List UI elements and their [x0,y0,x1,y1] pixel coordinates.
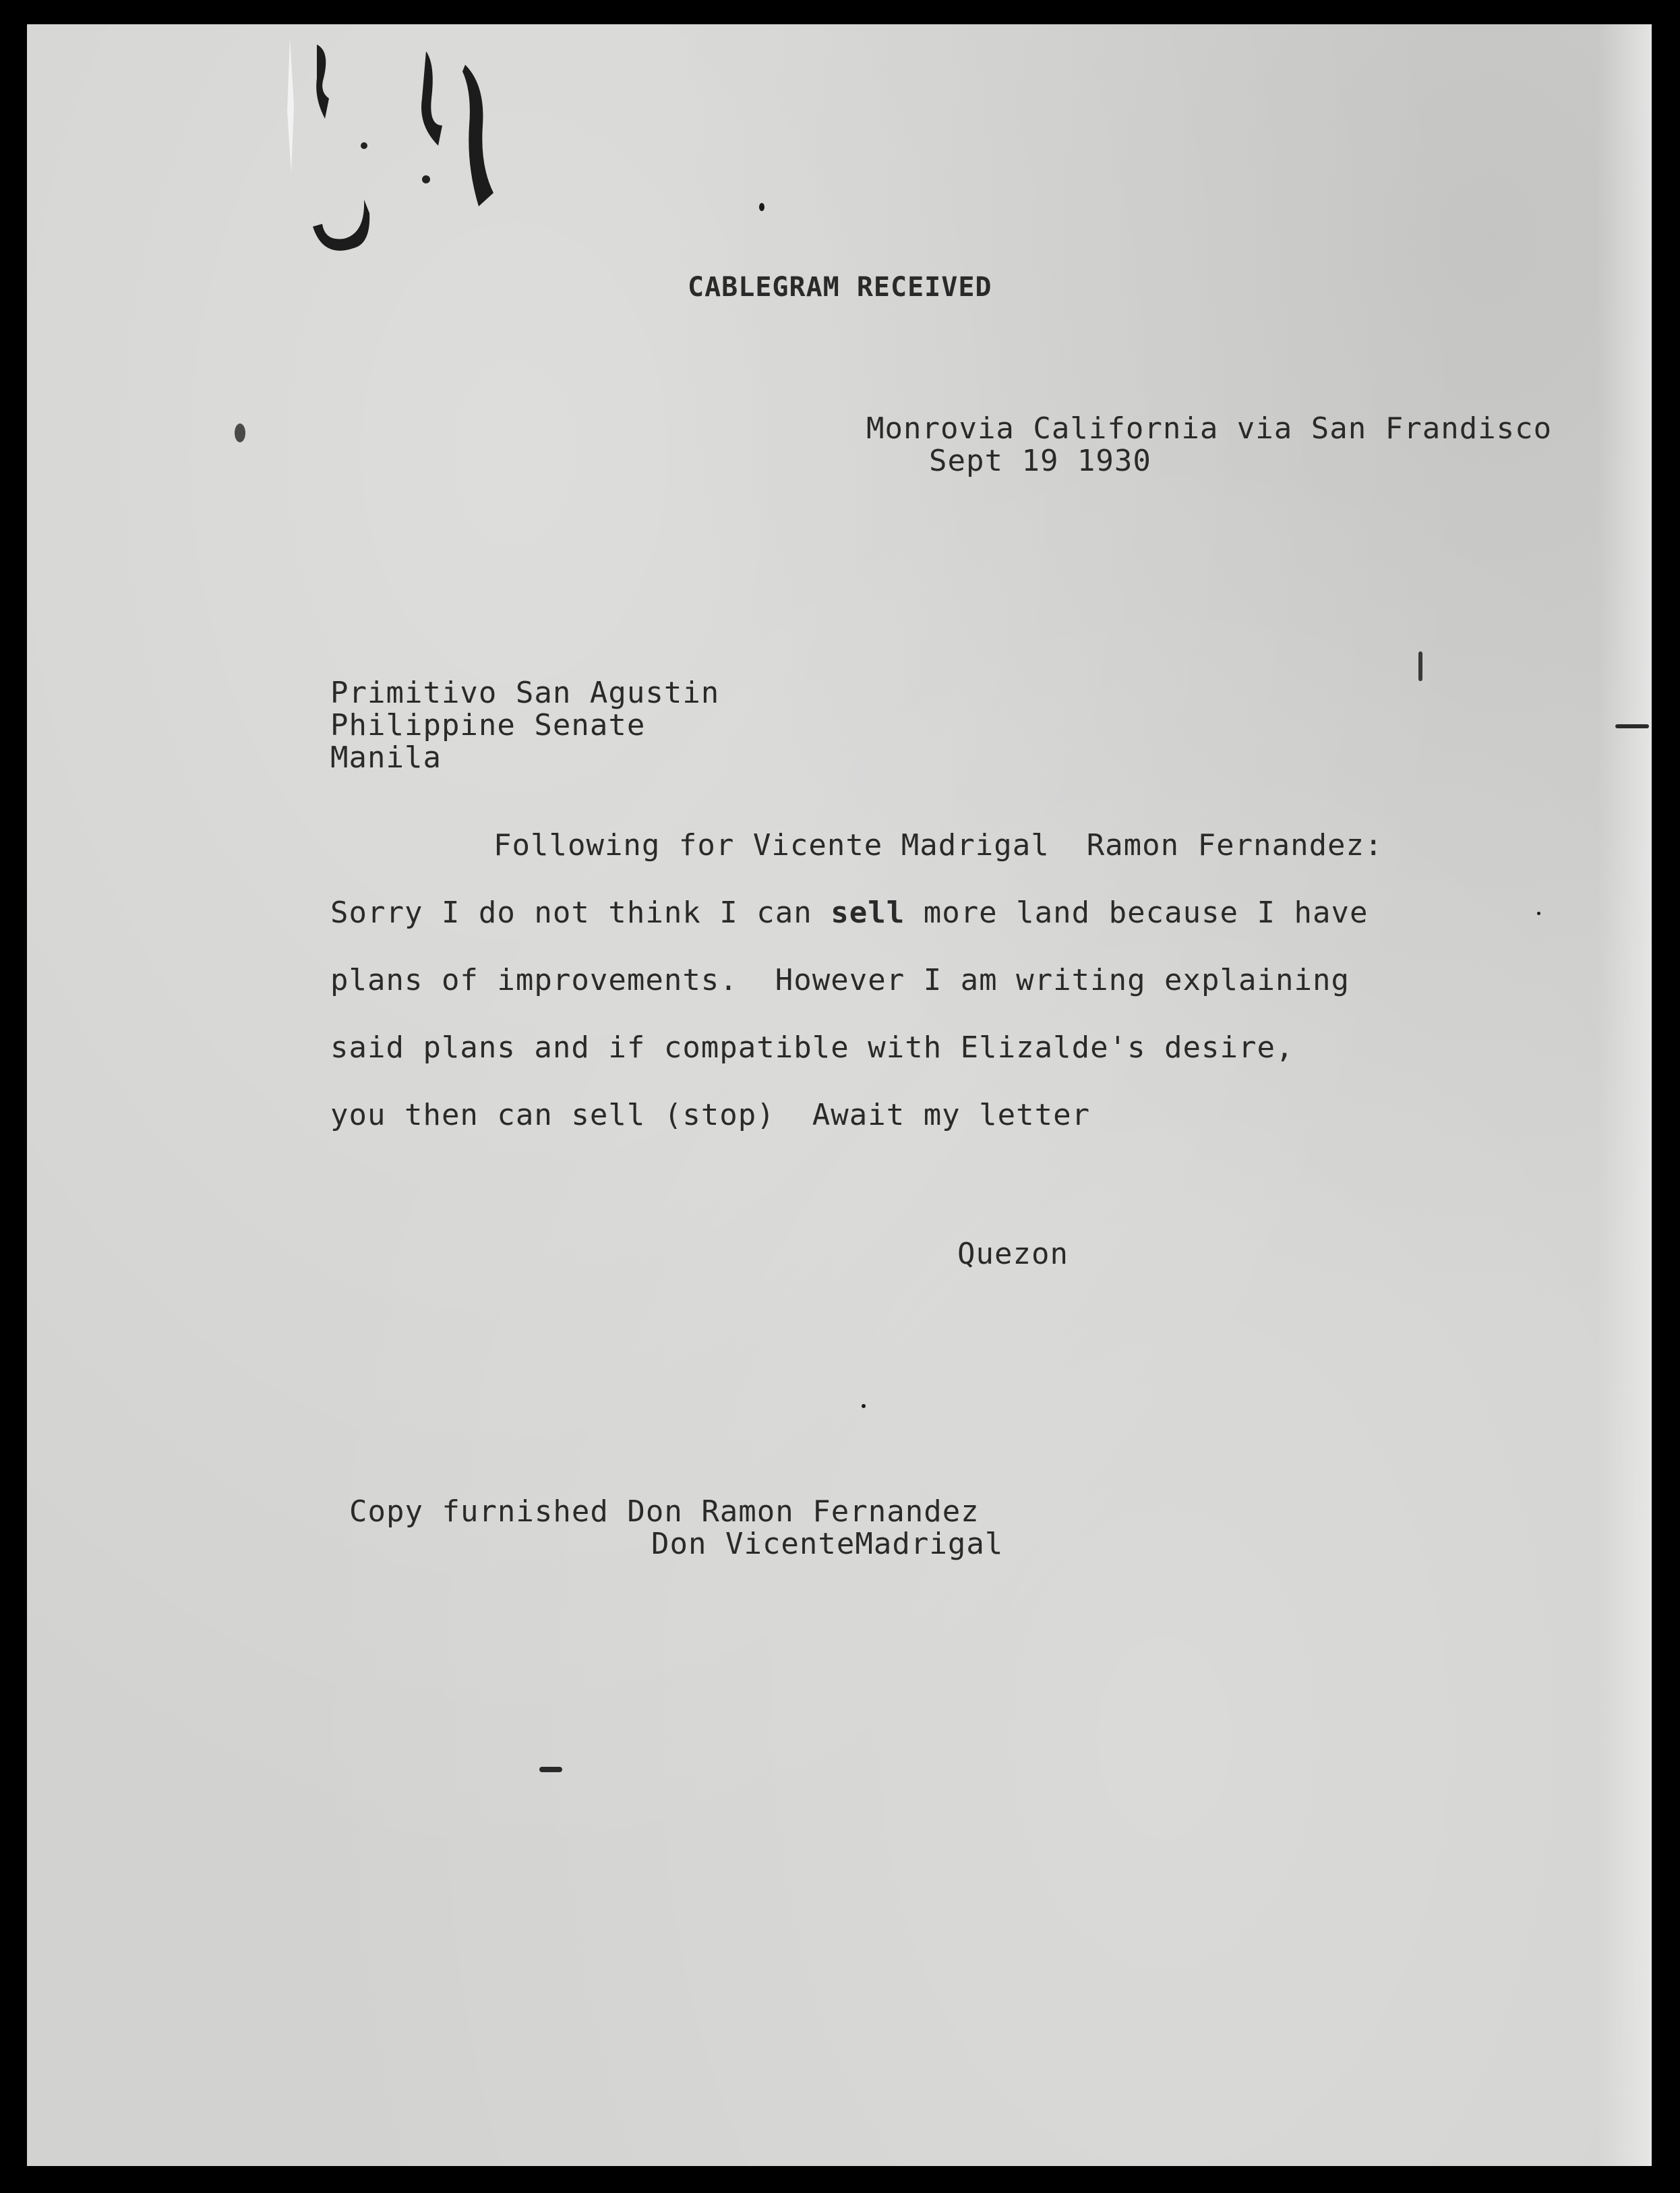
origin-line: Monrovia California via San Frandisco [866,411,1553,446]
body-line-2-emphasis: sell [831,896,905,930]
body-line-2-start: Sorry I do not think I can [330,896,831,930]
copy-line-1: Copy furnished Don Ramon Fernandez [349,1494,980,1529]
document-page [27,24,1652,2166]
stray-mark [1537,912,1540,915]
date-line: Sept 19 1930 [929,444,1151,478]
signature: Quezon [957,1237,1069,1271]
body-line-2 [330,897,1368,929]
stray-mark [1615,724,1649,728]
body-line-3: plans of improvements. However I am writing explaining [330,963,1350,997]
addressee-city: Manila [330,740,442,775]
body-line-4: said plans and if compatible with Elizalde's desire, [330,1030,1294,1065]
document-title: CABLEGRAM RECEIVED [688,272,992,303]
body-line-1: Following for Vicente Madrigal Ramon Fernandez: [493,828,1383,862]
stray-mark [759,203,764,211]
stray-mark [1418,651,1422,681]
stray-mark [862,1404,866,1408]
stray-mark [235,423,245,442]
addressee-name: Primitivo San Agustin [330,676,720,710]
addressee-org: Philippine Senate [330,708,646,742]
copy-line-2: Don VicenteMadrigal [651,1527,1004,1561]
body-line-2-end: more land because I have [905,896,1369,930]
body-line-5: you then can sell (stop) Await my letter [330,1098,1091,1132]
page-edge [1598,24,1652,2166]
ink-stain-marks [249,24,533,267]
stray-mark [539,1767,562,1772]
